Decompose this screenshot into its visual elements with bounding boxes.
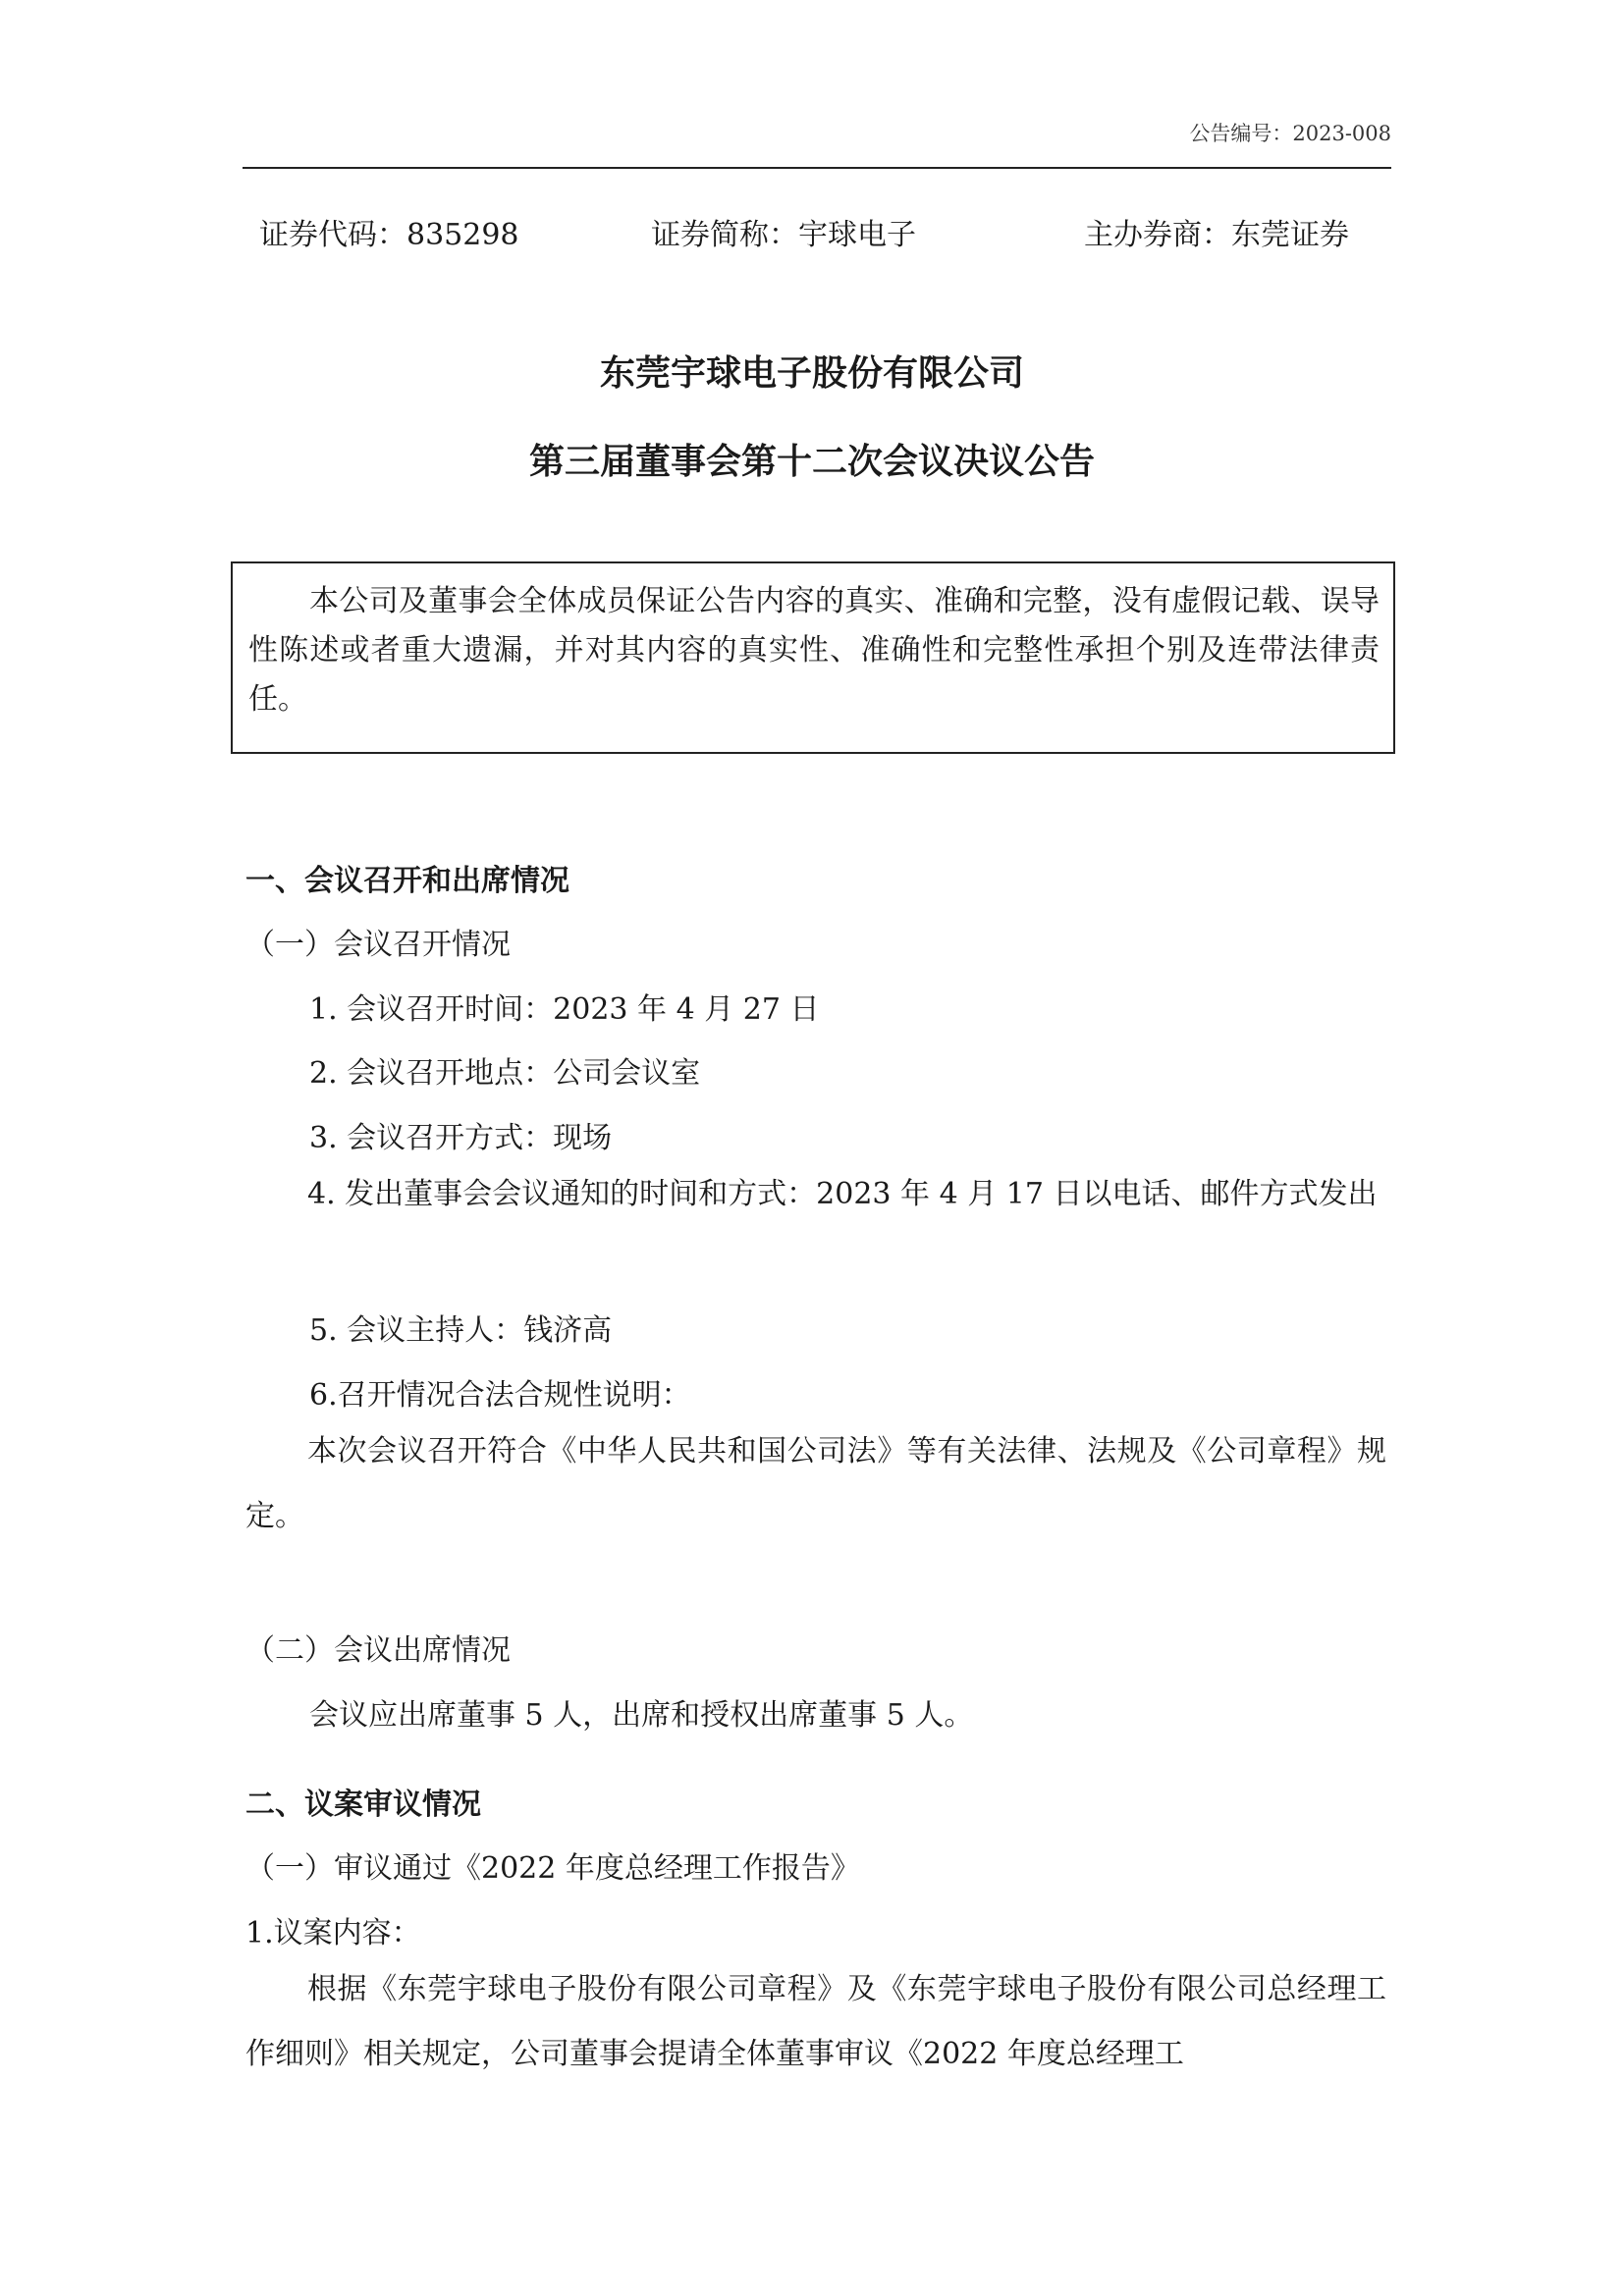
security-short-name: 证券简称：宇球电子 bbox=[651, 218, 916, 252]
section-2-sub-1-heading: （一）审议通过《2022 年度总经理工作报告》 bbox=[245, 1851, 860, 1886]
notice-time-and-method: 4. 发出董事会会议通知的时间和方式：2023 年 4 月 17 日以电话、邮件方式发出 bbox=[307, 1177, 1378, 1211]
compliance-label: 6.召开情况合法合规性说明： bbox=[309, 1378, 691, 1413]
document-title-company: 东莞宇球电子股份有限公司 bbox=[599, 353, 1024, 394]
proposal-content-label: 1.议案内容： bbox=[245, 1916, 421, 1950]
security-code: 证券代码：835298 bbox=[259, 218, 519, 252]
document-title-meeting: 第三届董事会第十二次会议决议公告 bbox=[528, 442, 1095, 482]
attendance-statement: 会议应出席董事 5 人，出席和授权出席董事 5 人。 bbox=[309, 1698, 974, 1733]
sponsoring-broker: 主办券商：东莞证券 bbox=[1084, 218, 1349, 252]
meeting-place: 2. 会议召开地点：公司会议室 bbox=[309, 1056, 701, 1091]
header-divider bbox=[243, 167, 1391, 169]
compliance-statement: 本次会议召开符合《中华人民共和国公司法》等有关法律、法规及《公司章程》规定。 bbox=[245, 1434, 1386, 1533]
announcement-number: 公告编号：2023-008 bbox=[1189, 122, 1391, 145]
meeting-host: 5. 会议主持人：钱济高 bbox=[309, 1313, 613, 1348]
section-1-sub-2-heading: （二）会议出席情况 bbox=[245, 1633, 511, 1668]
proposal-content: 根据《东莞宇球电子股份有限公司章程》及《东莞宇球电子股份有限公司总经理工作细则》相关规定，公司董事会提请全体董事审议《2022 年度总经理工 bbox=[245, 1972, 1386, 2071]
responsibility-statement-box bbox=[231, 561, 1395, 754]
responsibility-statement: 本公司及董事会全体成员保证公告内容的真实、准确和完整，没有虚假记载、误导性陈述或者重大遗漏，并对其内容的真实性、准确性和完整性承担个别及连带法律责任。 bbox=[248, 584, 1380, 717]
section-2-heading: 二、议案审议情况 bbox=[245, 1788, 481, 1822]
section-1-heading: 一、会议召开和出席情况 bbox=[245, 864, 569, 898]
section-1-sub-1-heading: （一）会议召开情况 bbox=[245, 928, 511, 962]
meeting-method: 3. 会议召开方式：现场 bbox=[309, 1121, 613, 1155]
meeting-time: 1. 会议召开时间：2023 年 4 月 27 日 bbox=[309, 992, 820, 1027]
